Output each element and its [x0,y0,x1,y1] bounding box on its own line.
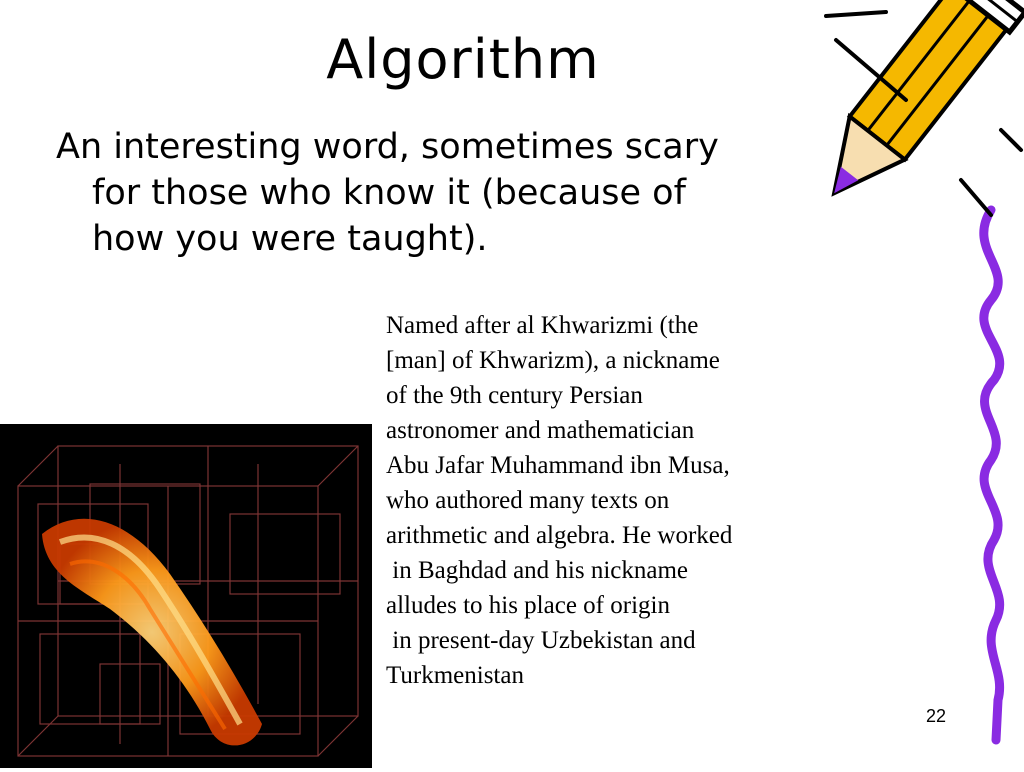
body-line: who authored many texts on [386,487,670,514]
body-line: Turkmenistan [386,662,524,689]
body-line: astronomer and mathematician [386,417,695,444]
octree-visualization-image [0,424,372,768]
body-line: [man] of Khwarizm), a nickname [386,347,720,374]
bullet-line-3: how you were taught). [92,219,488,259]
body-paragraph [386,308,866,693]
slide-title: Algorithm [326,28,600,91]
body-line: alludes to his place of origin [386,592,670,619]
body-line: Abu Jafar Muhammand ibn Musa, [386,452,730,479]
bullet-line-2: for those who know it (because of [92,173,686,213]
body-line: of the 9th century Persian [386,382,643,409]
body-line: in Baghdad and his nickname [386,557,689,584]
body-line: in present-day Uzbekistan and [386,627,696,654]
body-line: Named after al Khwarizmi (the [386,312,699,339]
page-number: 22 [926,706,947,726]
bullet-text [56,124,856,262]
body-line: arithmetic and algebra. He worked [386,522,733,549]
pencil-icon [816,0,1024,768]
bullet-line-1: An interesting word, sometimes scary [56,127,719,167]
